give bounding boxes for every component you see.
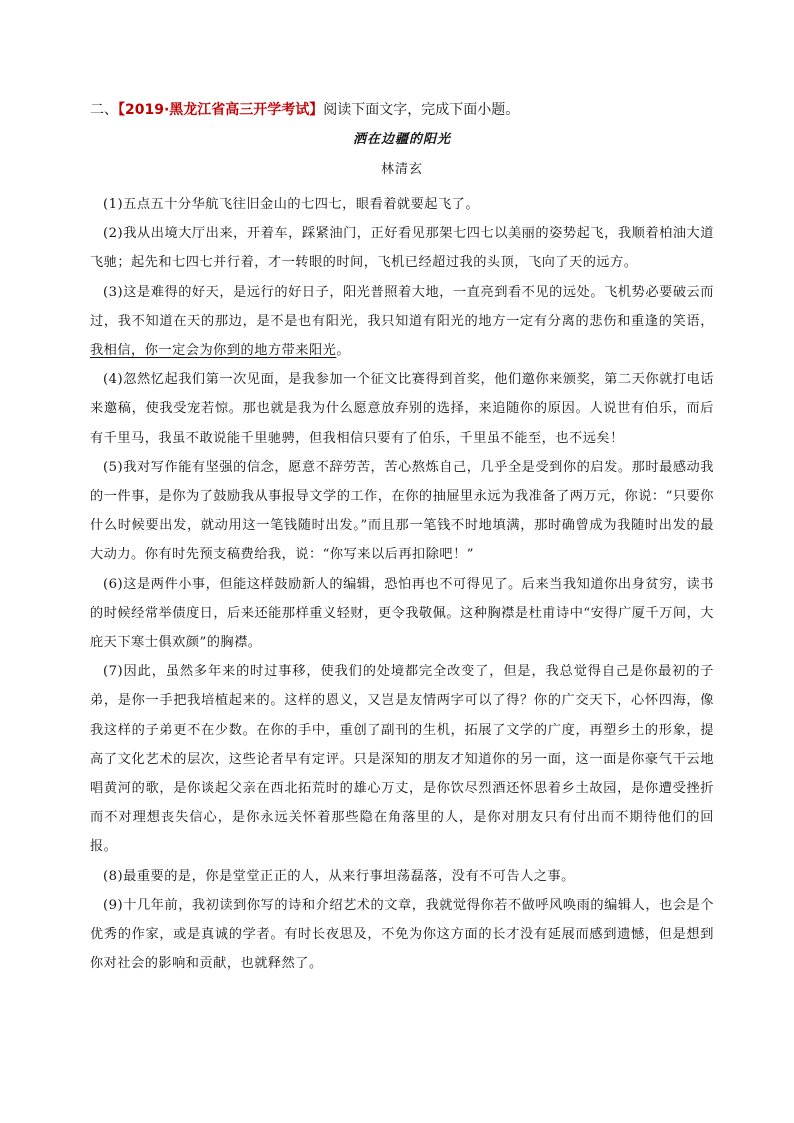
paragraph-9: (9)十几年前，我初读到你写的诗和介绍艺术的文章，我就觉得你若不做呼风唤雨的编辑人，也会是个优秀的作家，或是真诚的学者。有时长夜思及，不免为你这方面的长才没有延展而感到遗憾，但是想到你对社会的影响和贡献，也就释然了。 bbox=[90, 897, 714, 972]
question-heading bbox=[90, 100, 714, 120]
source-tag: 【2019·黑龙江省高三开学考试】 bbox=[118, 102, 324, 118]
paragraph-4: (4)忽然忆起我们第一次见面，是我参加一个征文比赛得到首奖，他们邀你来颁奖，第二天你就打电话来邀稿，使我受宠若惊。那也就是我为什么愿意放弃别的选择，来追随你的原因。人说世有伯乐，而后有千里马，我虽不敢说能千里驰骋，但我相信只要有了伯乐，千里虽不能至，也不远矣！ bbox=[90, 372, 714, 446]
article-title: 洒在边疆的阳光 bbox=[352, 132, 451, 147]
document-page bbox=[90, 100, 714, 978]
question-instruction: 阅读下面文字，完成下面小题。 bbox=[323, 102, 520, 118]
paragraph-6: (6)这是两件小事，但能这样鼓励新人的编辑，恐怕再也不可得见了。后来当我知道你出身贫穷，读书的时候经常举债度日，后来还能那样重义轻财，更令我敬佩。这种胸襟是杜甫诗中“安得广厦千万间，大庇天下寒士俱欢颜”的胸襟。 bbox=[90, 576, 714, 651]
paragraph-3 bbox=[90, 278, 714, 366]
paragraph-3-text: (3)这是难得的好天，是远行的好日子，阳光普照着大地，一直亮到看不见的远处。飞机势必要破云而过，我不知道在天的那边，是不是也有阳光，我只知道有阳光的地方一定有分离的悲伤和重逢的笑语， bbox=[90, 284, 714, 329]
paragraph-1: (1)五点五十分华航飞往旧金山的七四七，眼看着就要起飞了。 bbox=[103, 197, 480, 212]
article-author: 林清玄 bbox=[380, 162, 423, 177]
paragraph-2: (2)我从出境大厅出来，开着车，踩紧油门，正好看见那架七四七以美丽的姿势起飞，我顺着柏油大道飞驰；起先和七四七并行着，才一转眼的时间，飞机已经超过我的头顶，飞向了天的远方。 bbox=[90, 226, 714, 271]
paragraph-5: (5)我对写作能有坚强的信念，愿意不辞劳苦，苦心熬炼自己，几乎全是受到你的启发。那时最感动我的一件事，是你为了鼓励我从事报导文学的工作，在你的抽屉里永远为我准备了两万元，你说：“只要你什么时候要出发，就动用这一笔钱随时出发。”而且那一笔钱不时地填满，那时确曾成为我随时出发的最大动力。你有时先预支稿费给我，说：“你写来以后再扣除吧！” bbox=[90, 459, 714, 563]
paragraph-8: (8)最重要的是，你是堂堂正正的人，从来行事坦荡磊落，没有不可告人之事。 bbox=[103, 868, 575, 884]
paragraph-3-underlined-sentence: 我相信，你一定会为你到的地方带来阳光 bbox=[90, 343, 337, 359]
paragraph-7: (7)因此，虽然多年来的时过事移，使我们的处境都完全改变了，但是，我总觉得自己是你最初的子弟，是你一手把我培植起来的。这样的恩义，又岂是友情两字可以了得？你的广交天下，心怀四海，像我这样的子弟更不在少数。在你的手中，重创了副刊的生机，拓展了文学的广度，再塑乡土的形象，提高了文化艺术的层次，这些论者早有定评。只是深知的朋友才知道你的另一面，这一面是你豪气干云地唱黄河的歌，是你谈起父亲在西北拓荒时的雄心万丈，是你饮尽烈酒还怀思着乡土故园，是你遭受挫折而不对理想丧失信心，是你永远关怀着那些隐在角落里的人，是你对朋友只有付出而不期待他们的回报。 bbox=[90, 664, 714, 855]
question-number: 二、 bbox=[90, 102, 118, 118]
paragraph-3-end: 。 bbox=[336, 343, 351, 359]
